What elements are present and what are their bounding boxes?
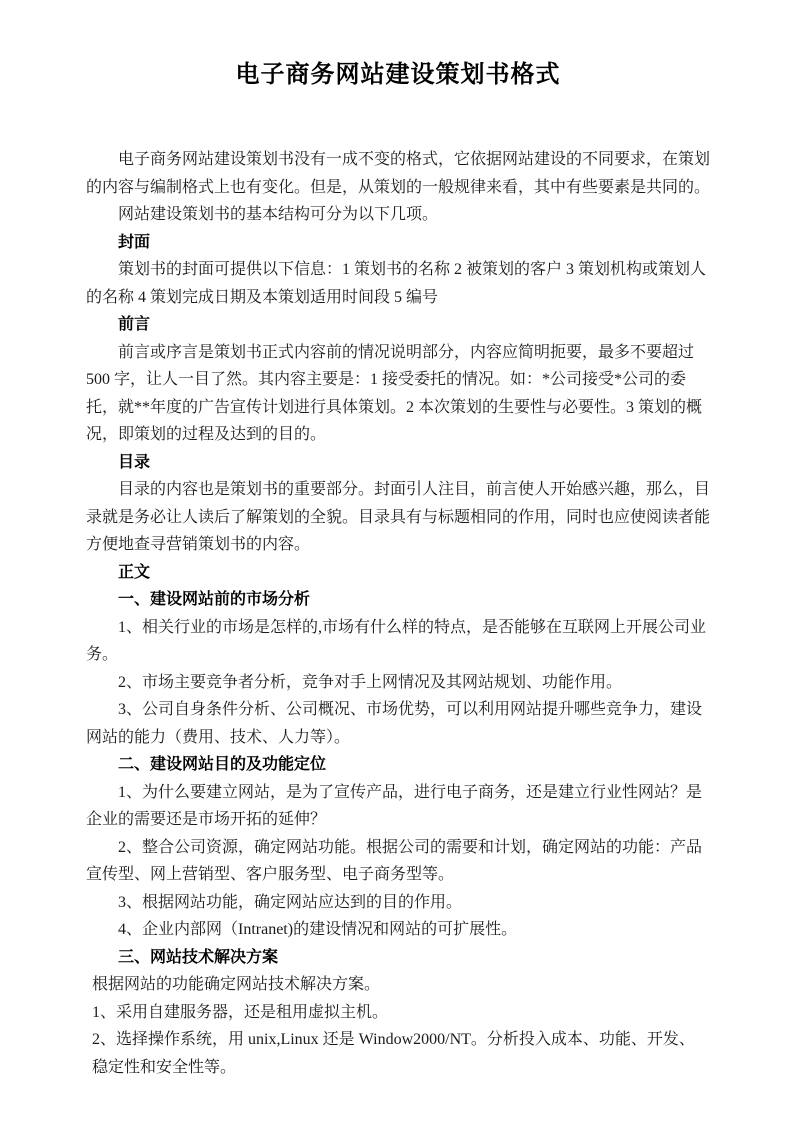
heading-foreword: 前言 [118, 316, 151, 333]
paragraph-toc: 目录的内容也是策划书的重要部分。封面引人注目，前言使人开始感兴趣，那么，目录就是务必让人读后了解策划的全貌。目录具有与标题相同的作用，同时也应使阅读者能方便地查寻营销策划书的内容。 [86, 481, 711, 553]
paragraph-s1-item-2: 2、市场主要竞争者分析，竞争对手上网情况及其网站规划、功能作用。 [118, 673, 623, 691]
heading-section-2: 二、建设网站目的及功能定位 [118, 756, 327, 773]
paragraph-cover-info: 策划书的封面可提供以下信息：1 策划书的名称 2 被策划的客户 3 策划机构或策划人的名称 4 策划完成日期及本策划适用时间段 5 编号 [86, 261, 707, 306]
paragraph-s3-intro: 根据网站的功能确定网站技术解决方案。 [92, 976, 381, 993]
paragraph-s3-item-2: 2、选择操作系统，用 unix,Linux 还是 Window2000/NT。分析投入成本、功能、开发、稳定性和安全性等。 [92, 1031, 695, 1076]
paragraph-structure: 网站建设策划书的基本结构可分为以下几项。 [118, 206, 439, 223]
paragraph-s2-item-3: 3、根据网站功能，确定网站应达到的目的作用。 [118, 893, 463, 911]
paragraph-s1-item-3: 3、公司自身条件分析、公司概况、市场优势，可以利用网站提升哪些竞争力，建设网站的能力（费用、技术、人力等）。 [86, 701, 703, 746]
heading-section-1: 一、建设网站前的市场分析 [118, 591, 311, 608]
heading-toc: 目录 [118, 453, 151, 471]
paragraph-s2-item-4: 4、企业内部网（Intranet)的建设情况和网站的可扩展性。 [118, 921, 518, 938]
heading-section-3: 三、网站技术解决方案 [118, 948, 279, 966]
paragraph-s2-item-2: 2、整合公司资源，确定网站功能。根据公司的需要和计划，确定网站的功能：产品宣传型、网上营销型、客户服务型、电子商务型等。 [86, 838, 703, 883]
paragraph-s2-item-1: 1、为什么要建立网站，是为了宣传产品，进行电子商务，还是建立行业性网站？是企业的需要还是市场开拓的延伸？ [86, 783, 703, 828]
paragraph-intro: 电子商务网站建设策划书没有一成不变的格式，它依据网站建设的不同要求，在策划的内容与编制格式上也有变化。但是，从策划的一般规律来看，其中有些要素是共同的。 [86, 151, 711, 196]
paragraph-foreword: 前言或序言是策划书正式内容前的情况说明部分，内容应简明扼要，最多不要超过 500 字，让人一目了然。其内容主要是：1 接受委托的情况。如：*公司接受*公司的委托，就**年度的广告宣传计划进行具体策划。2 本次策划的生要性与必要性。3 策划的概况，即策划的过程及达到的目的。 [86, 343, 703, 443]
document-title: 电子商务网站建设策划书格式 [235, 61, 561, 88]
heading-main-text: 正文 [118, 563, 151, 581]
paragraph-s1-item-1: 1、相关行业的市场是怎样的,市场有什么样的特点，是否能够在互联网上开展公司业务。 [86, 618, 707, 663]
heading-cover: 封面 [118, 233, 151, 251]
paragraph-s3-item-1: 1、采用自建服务器，还是租用虚拟主机。 [92, 1003, 389, 1021]
